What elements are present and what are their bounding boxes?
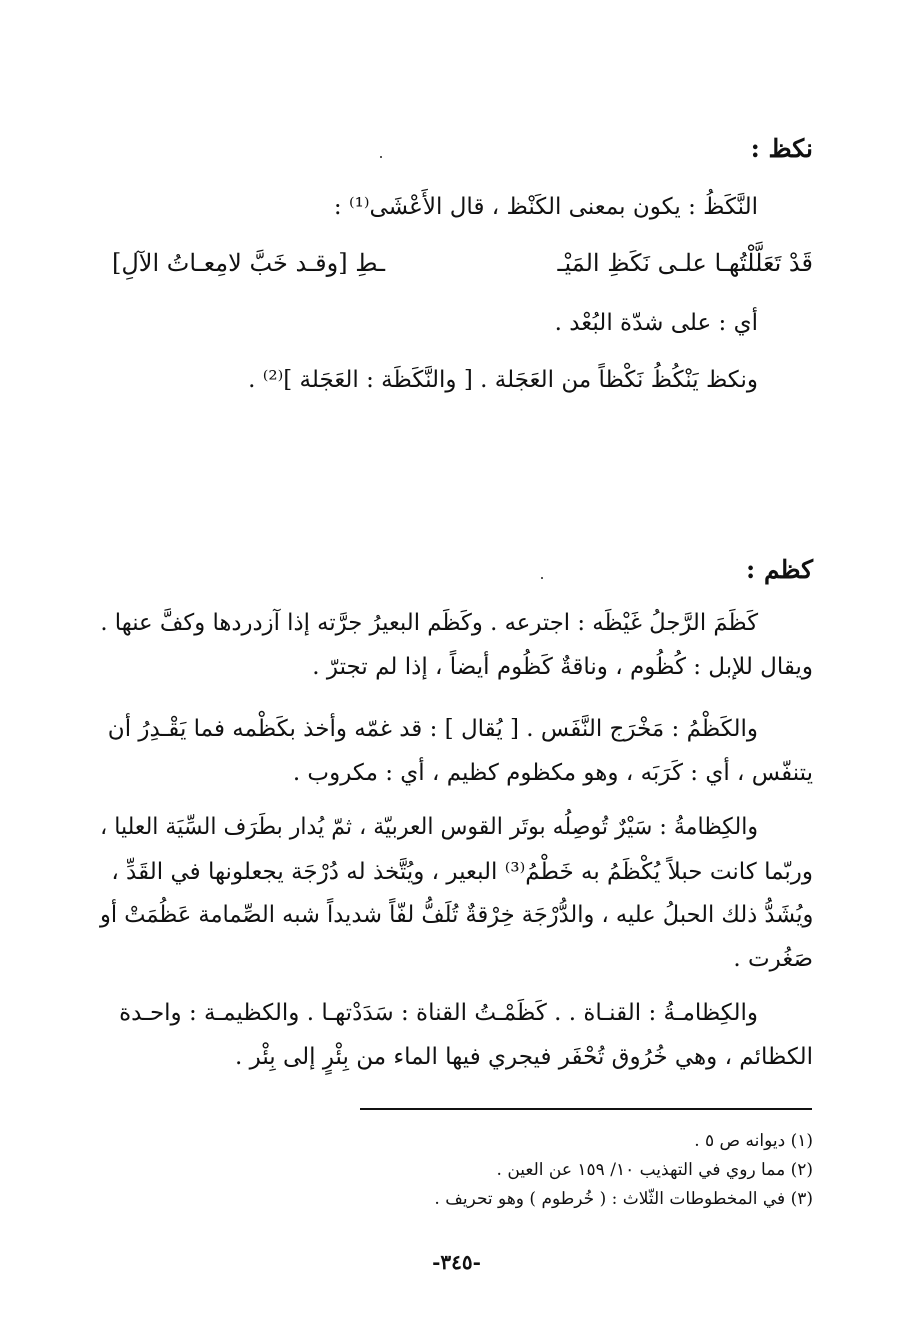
verse-first-hemistich: قَدْ تَعَلَّلْتُهـا علـى نَكَظِ المَيْـ <box>557 249 813 277</box>
entry-line: الكظائم ، وهي خُرُوق تُحْفَر فيجري فيها الماء من بِئْرٍ إلى بِئْر . <box>235 1044 813 1070</box>
scan-speck <box>541 577 543 579</box>
entry-line: ويُشَدُّ ذلك الحبلُ عليه ، والدُّرْجَة خِرْقةٌ تُلَفُّ لفّاً شديداً شبه الصِّمامة عَظُمَتْ أو <box>99 902 813 928</box>
entry-line: النَّكَظُ : يكون بمعنى الكَنْظ ، قال الأَعْشَى⁽¹⁾ : <box>333 194 758 220</box>
verse-second-hemistich: ـطِ [وقـد خَبَّ لامِعـاتُ الآلِ] <box>112 249 385 277</box>
entry-line: والكِظامـةُ : القنـاة . . كَظَمْـتُ القناة : سَدَدْتهـا . والكظيمـة : واحـدة <box>119 1000 758 1026</box>
entry-line: ونكظ يَنْكُظُ نَكْظاً من العَجَلة . [ والنَّكَظَة : العَجَلة ]⁽²⁾ . <box>248 367 758 393</box>
entry-line: والكَظْمُ : مَخْرَج النَّفَس . [ يُقال ] : قد غمّه وأخذ بكَظْمه فما يَقْـدِرُ أن <box>107 716 758 742</box>
entry-heading-nkz: نكظ : <box>750 134 813 163</box>
footnote: (٣) في المخطوطات الثّلاث : ( خُرطوم ) وهو تحريف . <box>434 1189 813 1209</box>
page-number: -٣٤٥- <box>432 1250 481 1274</box>
entry-heading-kzm: كظم : <box>746 555 813 584</box>
footnote-separator <box>360 1108 812 1110</box>
footnote: (٢) مما روي في التهذيب ١٠/ ١٥٩ عن العين . <box>496 1160 813 1180</box>
scan-speck <box>380 156 382 158</box>
entry-line: وربّما كانت حبلاً يُكْظَمُ به خَطْمُ⁽³⁾ البعير ، ويُتَّخذ له دُرْجَة يجعلونها في القَدِّ ، <box>111 859 813 885</box>
entry-line: والكِظامةُ : سَيْرٌ تُوصِلُه بوتَر القوس العربيّة ، ثمّ يُدار بطَرَف السِّيَة العليا ، <box>100 814 758 840</box>
footnote: (١) ديوانه ص ٥ . <box>694 1131 813 1151</box>
entry-line: صَغُرت . <box>733 946 813 972</box>
entry-line: يتنفّس ، أي : كَرَبَه ، وهو مكظوم كظيم ، أي : مكروب . <box>292 760 813 786</box>
entry-line: أي : على شدّة البُعْد . <box>554 310 758 336</box>
entry-line: ويقال للإبل : كُظُوم ، وناقةٌ كَظُوم أيضاً ، إذا لم تجترّ . <box>312 654 813 680</box>
entry-line: كَظَمَ الرَّجلُ غَيْظَه : اجترعه . وكَظَم البعيرُ جرَّته إذا آزدردها وكفَّ عنها . <box>100 610 758 636</box>
